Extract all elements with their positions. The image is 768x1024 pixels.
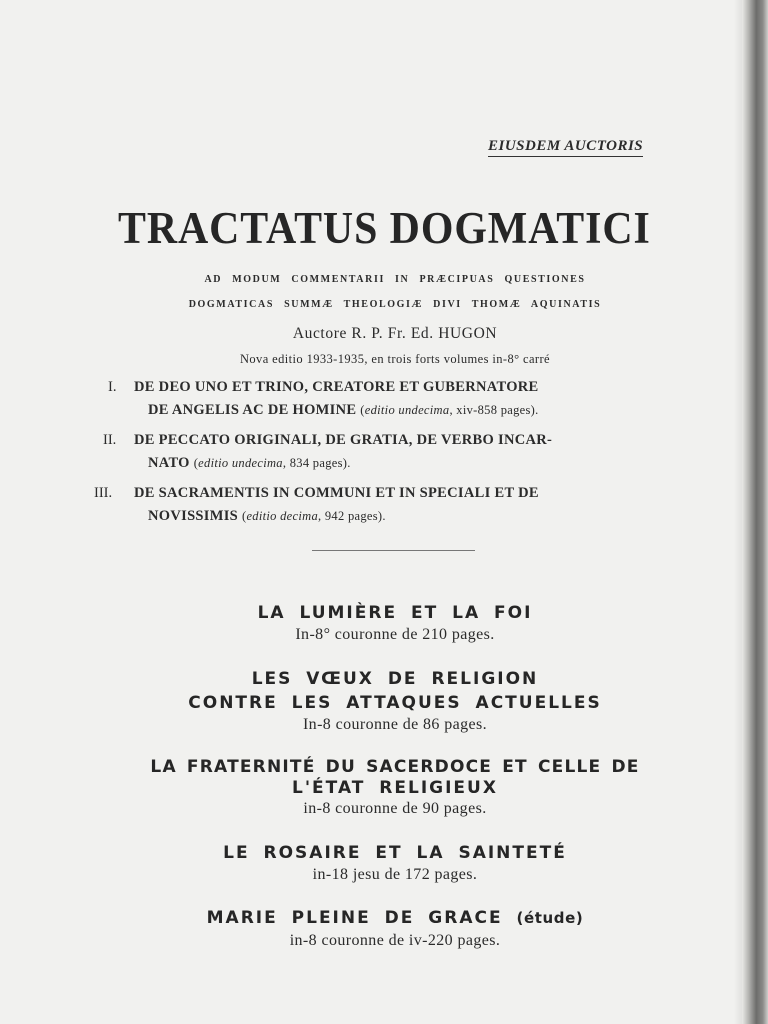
book-title: LA LUMIÈRE ET LA FOI — [257, 603, 533, 623]
edition-line: Nova editio 1933-1935, en trois forts volumes in-8° carré — [239, 352, 551, 366]
book-format: in-8 couronne de iv-220 pages. — [289, 932, 501, 949]
book-title: LES VŒUX DE RELIGION — [251, 669, 539, 689]
volume-title-line: DE DEO UNO ET TRINO, CREATORE ET GUBERNATORE — [134, 379, 539, 395]
book-format: In-8° couronne de 210 pages. — [295, 626, 495, 643]
book-format: In-8 couronne de 86 pages. — [302, 716, 488, 733]
book-title: L'ÉTAT RELIGIEUX — [292, 778, 498, 798]
volume-title-text: NOVISSIMIS — [148, 508, 239, 524]
volume-number: I. — [108, 379, 117, 395]
book-title-suffix: (étude) — [516, 909, 584, 927]
volume-title-line — [148, 508, 386, 525]
book-format: in-8 couronne de 90 pages. — [303, 800, 487, 817]
volume-title-line: DE SACRAMENTIS IN COMMUNI ET IN SPECIALI ET DE — [134, 485, 539, 501]
volume-title-line — [148, 455, 351, 472]
main-title: TRACTATUS DOGMATICI — [118, 203, 651, 253]
book-title: LE ROSAIRE ET LA SAINTETÉ — [223, 843, 567, 863]
section-divider — [312, 550, 475, 551]
volume-number: III. — [94, 485, 113, 501]
subtitle-line-1: AD MODUM COMMENTARII IN PRÆCIPUAS QUESTIONES — [204, 274, 586, 285]
subtitle-line-2: DOGMATICAS SUMMÆ THEOLOGIÆ DIVI THOMÆ AQUINATIS — [188, 299, 602, 310]
volume-note: (editio undecima, 834 pages). — [193, 456, 351, 470]
volume-note: (editio undecima, xiv-858 pages). — [360, 403, 539, 417]
volume-title-text: NATO — [148, 455, 190, 471]
series-label: EIUSDEM AUCTORIS — [488, 138, 643, 157]
book-title: LA FRATERNITÉ DU SACERDOCE ET CELLE DE — [150, 757, 640, 777]
volume-number: II. — [103, 432, 117, 448]
book-title — [0, 908, 768, 928]
volume-note: (editio decima, 942 pages). — [241, 509, 386, 523]
volume-title-line: DE PECCATO ORIGINALI, DE GRATIA, DE VERBO INCAR- — [134, 432, 553, 448]
volume-title-line — [148, 402, 539, 419]
book-format: in-18 jesu de 172 pages. — [312, 866, 478, 883]
book-title-text: MARIE PLEINE DE GRACE — [206, 908, 503, 928]
author-line: Auctore R. P. Fr. Ed. HUGON — [292, 325, 498, 342]
book-title: CONTRE LES ATTAQUES ACTUELLES — [188, 693, 602, 713]
volume-title-text: DE ANGELIS AC DE HOMINE — [148, 402, 357, 418]
